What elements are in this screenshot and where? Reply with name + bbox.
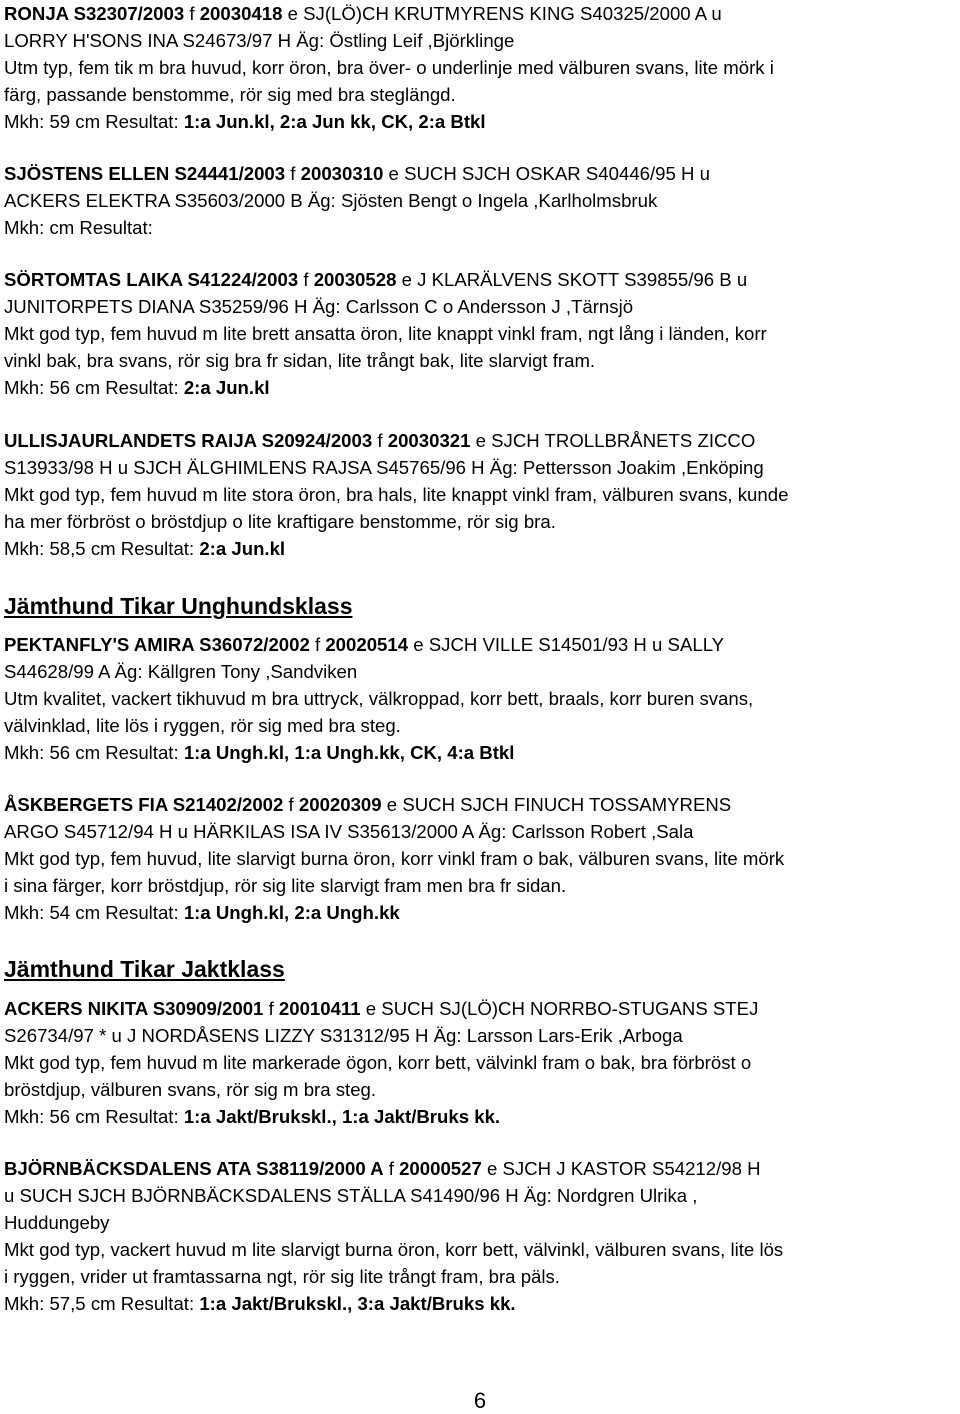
dog-name: ACKERS NIKITA S30909/2001 — [4, 998, 264, 1019]
sire: SJCH J KASTOR S54212/98 H — [502, 1158, 761, 1179]
result-line: Mkh: 58,5 cm Resultat: 2:a Jun.kl — [4, 538, 286, 559]
critique-line: vinkl bak, bra svans, rör sig bra fr sidan, lite trångt bak, lite slarvigt fram. — [4, 350, 596, 371]
sire: SJCH VILLE S14501/93 H — [428, 634, 647, 655]
sire: SUCH SJCH OSKAR S40446/95 H — [404, 163, 695, 184]
owner: Larsson Lars-Erik ,Arboga — [466, 1025, 683, 1046]
result-line: Mkh: 56 cm Resultat: 1:a Jakt/Brukskl., 1:a Jakt/Bruks kk. — [4, 1106, 501, 1127]
dam-owner-line: ARGO S45712/94 H u HÄRKILAS ISA IV S35613/2000 A Äg: Carlsson Robert ,Sala — [4, 821, 694, 842]
page-number: 6 — [473, 1388, 487, 1413]
dog-name: ULLISJAURLANDETS RAIJA S20924/2003 — [4, 430, 373, 451]
birth-date: 20020309 — [298, 794, 382, 815]
owner: Carlsson C o Andersson J ,Tärnsjö — [345, 296, 634, 317]
dog-entry-askbergets-fia — [4, 791, 956, 926]
result: 1:a Jakt/Brukskl., 1:a Jakt/Bruks kk. — [183, 1106, 501, 1127]
dam: SALLY — [667, 634, 725, 655]
birth-date: 20030418 — [199, 3, 283, 24]
birth-date: 20030528 — [313, 269, 397, 290]
critique-line: Mkt god typ, vackert huvud m lite slarvigt burna öron, korr bett, välvinkl, välburen svans, lite lös — [4, 1239, 784, 1260]
dam-owner-line: JUNITORPETS DIANA S35259/96 H Äg: Carlsson C o Andersson J ,Tärnsjö — [4, 296, 634, 317]
sire: SUCH SJCH FINUCH TOSSAMYRENS — [402, 794, 732, 815]
critique-line: Utm kvalitet, vackert tikhuvud m bra uttryck, välkroppad, korr bett, braals, korr buren svans, — [4, 688, 754, 709]
owner: Nordgren Ulrika , — [556, 1185, 698, 1206]
result-line: Mkh: 54 cm Resultat: 1:a Ungh.kl, 2:a Ungh.kk — [4, 902, 400, 923]
result: 1:a Jakt/Brukskl., 3:a Jakt/Bruks kk. — [199, 1293, 516, 1314]
dog-entry-ackers-nikita — [4, 995, 956, 1130]
birth-date: 20010411 — [278, 998, 361, 1019]
dam-owner-line: ACKERS ELEKTRA S35603/2000 B Äg: Sjösten Bengt o Ingela ,Karlholmsbruk — [4, 190, 658, 211]
dam-owner-line: S26734/97 * u J NORDÅSENS LIZZY S31312/95 H Äg: Larsson Lars-Erik ,Arboga — [4, 1025, 683, 1046]
result: 1:a Jun.kl, 2:a Jun kk, CK, 2:a Btkl — [183, 111, 486, 132]
dam: SJCH ÄLGHIMLENS RAJSA S45765/96 H — [133, 457, 485, 478]
critique-line: i sina färger, korr bröstdjup, rör sig lite slarvigt fram men bra fr sidan. — [4, 875, 567, 896]
pedigree-line: ACKERS NIKITA S30909/2001 f 20010411 e SUCH SJ(LÖ)CH NORRBO-STUGANS STEJ — [4, 998, 759, 1019]
result-line: Mkh: 57,5 cm Resultat: 1:a Jakt/Brukskl., 3:a Jakt/Bruks kk. — [4, 1293, 516, 1314]
owner: Källgren Tony ,Sandviken — [147, 661, 358, 682]
sire: SJCH TROLLBRÅNETS ZICCO — [491, 430, 756, 451]
dam: SUCH SJCH BJÖRNBÄCKSDALENS STÄLLA S41490/96 H — [19, 1185, 519, 1206]
critique-line: Utm typ, fem tik m bra huvud, korr öron, bra över- o underlinje med välburen svans, lite mörk i — [4, 57, 774, 78]
dog-entry-ronja — [4, 0, 956, 135]
critique-line: ha mer förbröst o bröstdjup o lite kraftigare benstomme, rör sig bra. — [4, 511, 556, 532]
dog-entry-bjornbacksdalens-ata — [4, 1155, 956, 1317]
dog-entry-pektanflys-amira — [4, 631, 956, 766]
sire: J KLARÄLVENS SKOTT S39855/96 B — [417, 269, 732, 290]
result-line: Mkh: cm Resultat: — [4, 217, 153, 238]
birth-date: 20020514 — [325, 634, 409, 655]
pedigree-line: BJÖRNBÄCKSDALENS ATA S38119/2000 A f 20000527 e SJCH J KASTOR S54212/98 H — [4, 1158, 761, 1179]
pedigree-line: SÖRTOMTAS LAIKA S41224/2003 f 20030528 e J KLARÄLVENS SKOTT S39855/96 B u — [4, 269, 748, 290]
dog-name: PEKTANFLY'S AMIRA S36072/2002 — [4, 634, 310, 655]
section-heading-jaktklass: Jämthund Tikar Jaktklass — [4, 956, 285, 982]
result-line: Mkh: 56 cm Resultat: 1:a Ungh.kl, 1:a Ungh.kk, CK, 4:a Btkl — [4, 742, 515, 763]
critique-line: i ryggen, vrider ut framtassarna ngt, rör sig lite trångt fram, bra päls. — [4, 1266, 560, 1287]
result: 1:a Ungh.kl, 1:a Ungh.kk, CK, 4:a Btkl — [183, 742, 515, 763]
dam: LORRY H'SONS INA S24673/97 H — [4, 30, 292, 51]
dog-name: BJÖRNBÄCKSDALENS ATA S38119/2000 A — [4, 1158, 384, 1179]
critique-line: välvinklad, lite lös i ryggen, rör sig med bra steg. — [4, 715, 401, 736]
dog-entry-ullisjaurlandets-raija — [4, 427, 956, 562]
pedigree-line: RONJA S32307/2003 f 20030418 e SJ(LÖ)CH KRUTMYRENS KING S40325/2000 A u — [4, 3, 722, 24]
birth-date: 20030310 — [300, 163, 384, 184]
pedigree-line: ÅSKBERGETS FIA S21402/2002 f 20020309 e SUCH SJCH FINUCH TOSSAMYRENS — [4, 794, 732, 815]
critique-line: färg, passande benstomme, rör sig med bra steglängd. — [4, 84, 456, 105]
dam-owner-line: u SUCH SJCH BJÖRNBÄCKSDALENS STÄLLA S41490/96 H Äg: Nordgren Ulrika , — [4, 1185, 698, 1206]
owner: Carlsson Robert ,Sala — [511, 821, 694, 842]
dog-entry-sjostens-ellen — [4, 160, 956, 241]
dog-name: ÅSKBERGETS FIA S21402/2002 — [4, 794, 284, 815]
owner-continued: Huddungeby — [4, 1212, 110, 1233]
dog-name: SJÖSTENS ELLEN S24441/2003 — [4, 163, 286, 184]
sire: SUCH SJ(LÖ)CH NORRBO-STUGANS STEJ — [381, 998, 759, 1019]
critique-line: Mkt god typ, fem huvud m lite markerade ögon, korr bett, välvinkl fram o bak, bra förbröst o — [4, 1052, 752, 1073]
result: 1:a Ungh.kl, 2:a Ungh.kk — [183, 902, 400, 923]
dog-entry-sortomtas-laika — [4, 266, 956, 401]
dam: JUNITORPETS DIANA S35259/96 H — [4, 296, 308, 317]
critique-line: bröstdjup, välburen svans, rör sig m bra steg. — [4, 1079, 377, 1100]
dam: J NORDÅSENS LIZZY S31312/95 H — [127, 1025, 429, 1046]
owner: Östling Leif ,Björklinge — [329, 30, 515, 51]
section-heading-unghundsklass: Jämthund Tikar Unghundsklass — [4, 593, 353, 619]
pedigree-line: ULLISJAURLANDETS RAIJA S20924/2003 f 20030321 e SJCH TROLLBRÅNETS ZICCO — [4, 430, 756, 451]
dam-owner-line: LORRY H'SONS INA S24673/97 H Äg: Östling Leif ,Björklinge — [4, 30, 515, 51]
result: 2:a Jun.kl — [199, 538, 286, 559]
dog-name: SÖRTOMTAS LAIKA S41224/2003 — [4, 269, 299, 290]
pedigree-line: SJÖSTENS ELLEN S24441/2003 f 20030310 e SUCH SJCH OSKAR S40446/95 H u — [4, 163, 710, 184]
result-line: Mkh: 59 cm Resultat: 1:a Jun.kl, 2:a Jun kk, CK, 2:a Btkl — [4, 111, 486, 132]
dam-owner-line: S13933/98 H u SJCH ÄLGHIMLENS RAJSA S45765/96 H Äg: Pettersson Joakim ,Enköping — [4, 457, 764, 478]
critique-line: Mkt god typ, fem huvud m lite stora öron, bra hals, lite knappt vinkl fram, välburen svans, kunde — [4, 484, 789, 505]
owner: Pettersson Joakim ,Enköping — [522, 457, 764, 478]
birth-date: 20000527 — [399, 1158, 482, 1179]
critique-line: Mkt god typ, fem huvud, lite slarvigt burna öron, korr vinkl fram o bak, välburen svans, lite mörk — [4, 848, 785, 869]
dog-name: RONJA S32307/2003 — [4, 3, 185, 24]
dam-owner-line: S44628/99 A Äg: Källgren Tony ,Sandviken — [4, 661, 358, 682]
dam: HÄRKILAS ISA IV S35613/2000 A — [193, 821, 474, 842]
dam: ACKERS ELEKTRA S35603/2000 B — [4, 190, 303, 211]
owner: Sjösten Bengt o Ingela ,Karlholmsbruk — [340, 190, 658, 211]
pedigree-line: PEKTANFLY'S AMIRA S36072/2002 f 20020514 e SJCH VILLE S14501/93 H u SALLY — [4, 634, 725, 655]
sire: SJ(LÖ)CH KRUTMYRENS KING S40325/2000 A — [303, 3, 707, 24]
birth-date: 20030321 — [387, 430, 471, 451]
result-line: Mkh: 56 cm Resultat: 2:a Jun.kl — [4, 377, 270, 398]
result: 2:a Jun.kl — [183, 377, 270, 398]
critique-line: Mkt god typ, fem huvud m lite brett ansatta öron, lite knappt vinkl fram, ngt lång i länden, korr — [4, 323, 767, 344]
